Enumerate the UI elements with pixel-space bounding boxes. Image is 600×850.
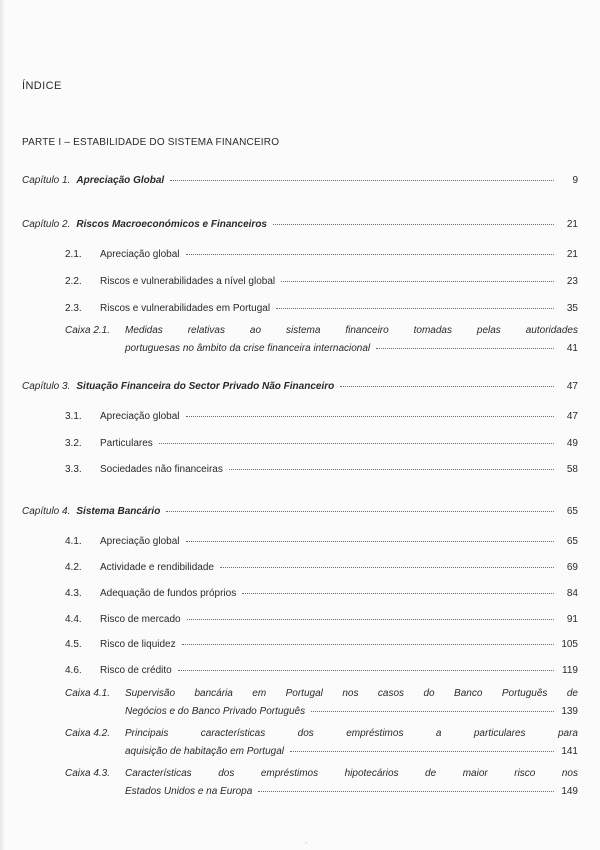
section-4-2-row[interactable] — [65, 561, 578, 574]
section-number: 2.2. — [65, 276, 82, 287]
section-4-1-row[interactable] — [65, 535, 578, 548]
section-title: Risco de mercado — [100, 614, 181, 625]
leader-dots — [186, 540, 555, 542]
leader-dots — [311, 710, 554, 712]
section-4-6-row[interactable] — [65, 664, 578, 677]
chapter-number: Capítulo 1. — [22, 175, 71, 186]
leader-dots — [258, 790, 554, 792]
chapter-number: Capítulo 2. — [22, 219, 71, 230]
page-number: 149 — [561, 786, 578, 797]
leader-dots — [281, 280, 554, 282]
page-number: 49 — [566, 438, 578, 449]
page-number: 84 — [566, 588, 578, 599]
section-title: Riscos e vulnerabilidades a nível global — [100, 276, 276, 287]
section-title: Particulares — [100, 438, 153, 449]
caixa-title-text: Estados Unidos e na Europa — [125, 786, 253, 797]
caixa-number: Caixa 4.1. — [65, 688, 111, 699]
leader-dots — [159, 442, 554, 444]
section-number: 4.6. — [65, 665, 82, 676]
caixa-title-line-2 — [125, 746, 578, 757]
page-number: 47 — [566, 381, 578, 392]
caixa-title-line-2 — [125, 343, 578, 354]
leader-dots — [182, 643, 554, 645]
section-3-3-row[interactable] — [65, 463, 578, 476]
chapter-1-row[interactable] — [22, 174, 578, 187]
chapter-title: Sistema Bancário — [76, 506, 161, 517]
section-title: Apreciação global — [100, 411, 180, 422]
page-number: 23 — [566, 276, 578, 287]
leader-dots — [276, 307, 554, 309]
section-3-1-row[interactable] — [65, 410, 578, 423]
section-number: 3.2. — [65, 438, 82, 449]
leader-dots — [166, 510, 554, 512]
section-2-2-row[interactable] — [65, 275, 578, 288]
section-number: 3.1. — [65, 411, 82, 422]
section-title: Apreciação global — [100, 536, 180, 547]
section-title: Sociedades não financeiras — [100, 464, 223, 475]
caixa-title-line-1: Principais características dos empréstimos a particulares para — [125, 728, 578, 739]
leader-dots — [376, 347, 554, 349]
chapter-4-row[interactable] — [22, 505, 578, 518]
leader-dots — [273, 223, 554, 225]
page-number: 119 — [562, 665, 578, 676]
section-number: 4.5. — [65, 639, 82, 650]
section-title: Actividade e rendibilidade — [100, 562, 214, 573]
page-number: 35 — [566, 303, 578, 314]
chapter-number: Capítulo 4. — [22, 506, 71, 517]
caixa-title-text: aquisição de habitação em Portugal — [125, 746, 284, 757]
section-number: 4.2. — [65, 562, 82, 573]
caixa-title-line-1: Características dos empréstimos hipotecários de maior risco nos — [125, 768, 578, 779]
leader-dots — [290, 750, 554, 752]
section-4-4-row[interactable] — [65, 613, 578, 626]
section-number: 2.1. — [65, 249, 82, 260]
page-mark: - — [305, 838, 308, 847]
leader-dots — [229, 468, 554, 470]
leader-dots — [220, 566, 554, 568]
section-title: Apreciação global — [100, 249, 180, 260]
page-number: 21 — [566, 219, 578, 230]
page-spine-shadow — [0, 0, 5, 850]
leader-dots — [186, 253, 555, 255]
leader-dots — [186, 415, 555, 417]
section-number: 4.4. — [65, 614, 82, 625]
caixa-number: Caixa 4.3. — [65, 768, 111, 779]
page-number: 91 — [566, 614, 578, 625]
caixa-title-line-2 — [125, 786, 578, 797]
caixa-number: Caixa 2.1. — [65, 325, 111, 336]
leader-dots — [187, 618, 554, 620]
page-number: 9 — [572, 175, 578, 186]
leader-dots — [178, 669, 554, 671]
page-number: 105 — [561, 639, 578, 650]
section-number: 2.3. — [65, 303, 82, 314]
chapter-title: Apreciação Global — [76, 175, 165, 186]
caixa-number: Caixa 4.2. — [65, 728, 111, 739]
section-title: Risco de liquidez — [100, 639, 176, 650]
section-title: Riscos e vulnerabilidades em Portugal — [100, 303, 271, 314]
page-number: 41 — [566, 343, 578, 354]
section-number: 4.1. — [65, 536, 82, 547]
leader-dots — [340, 385, 554, 387]
caixa-title-line-1: Medidas relativas ao sistema financeiro tomadas pelas autoridades — [125, 325, 578, 336]
caixa-title-line-2 — [125, 706, 578, 717]
section-title: Adequação de fundos próprios — [100, 588, 237, 599]
page-number: 139 — [561, 706, 578, 717]
section-4-5-row[interactable] — [65, 638, 578, 651]
caixa-title-line-1: Supervisão bancária em Portugal nos casos do Banco Português de — [125, 688, 578, 699]
part-heading: PARTE I – ESTABILIDADE DO SISTEMA FINANCEIRO — [22, 137, 280, 148]
page-number: 58 — [566, 464, 578, 475]
page-number: 141 — [561, 746, 578, 757]
section-number: 4.3. — [65, 588, 82, 599]
chapter-title: Situação Financeira do Sector Privado Não Financeiro — [76, 381, 335, 392]
section-title: Risco de crédito — [100, 665, 172, 676]
page-number: 65 — [566, 506, 578, 517]
chapter-2-row[interactable] — [22, 218, 578, 231]
section-number: 3.3. — [65, 464, 82, 475]
leader-dots — [242, 592, 554, 594]
chapter-title: Riscos Macroeconómicos e Financeiros — [76, 219, 267, 230]
section-2-3-row[interactable] — [65, 302, 578, 315]
section-2-1-row[interactable] — [65, 248, 578, 261]
page-number: 47 — [566, 411, 578, 422]
caixa-title-text: Negócios e do Banco Privado Português — [125, 706, 306, 717]
page-number: 21 — [566, 249, 578, 260]
page-title: ÍNDICE — [22, 80, 62, 92]
section-4-3-row[interactable] — [65, 587, 578, 600]
caixa-title-text: portuguesas no âmbito da crise financeira internacional — [125, 343, 371, 354]
chapter-3-row[interactable] — [22, 380, 578, 393]
section-3-2-row[interactable] — [65, 437, 578, 450]
chapter-number: Capítulo 3. — [22, 381, 71, 392]
page-number: 65 — [566, 536, 578, 547]
leader-dots — [170, 179, 554, 181]
page-number: 69 — [566, 562, 578, 573]
